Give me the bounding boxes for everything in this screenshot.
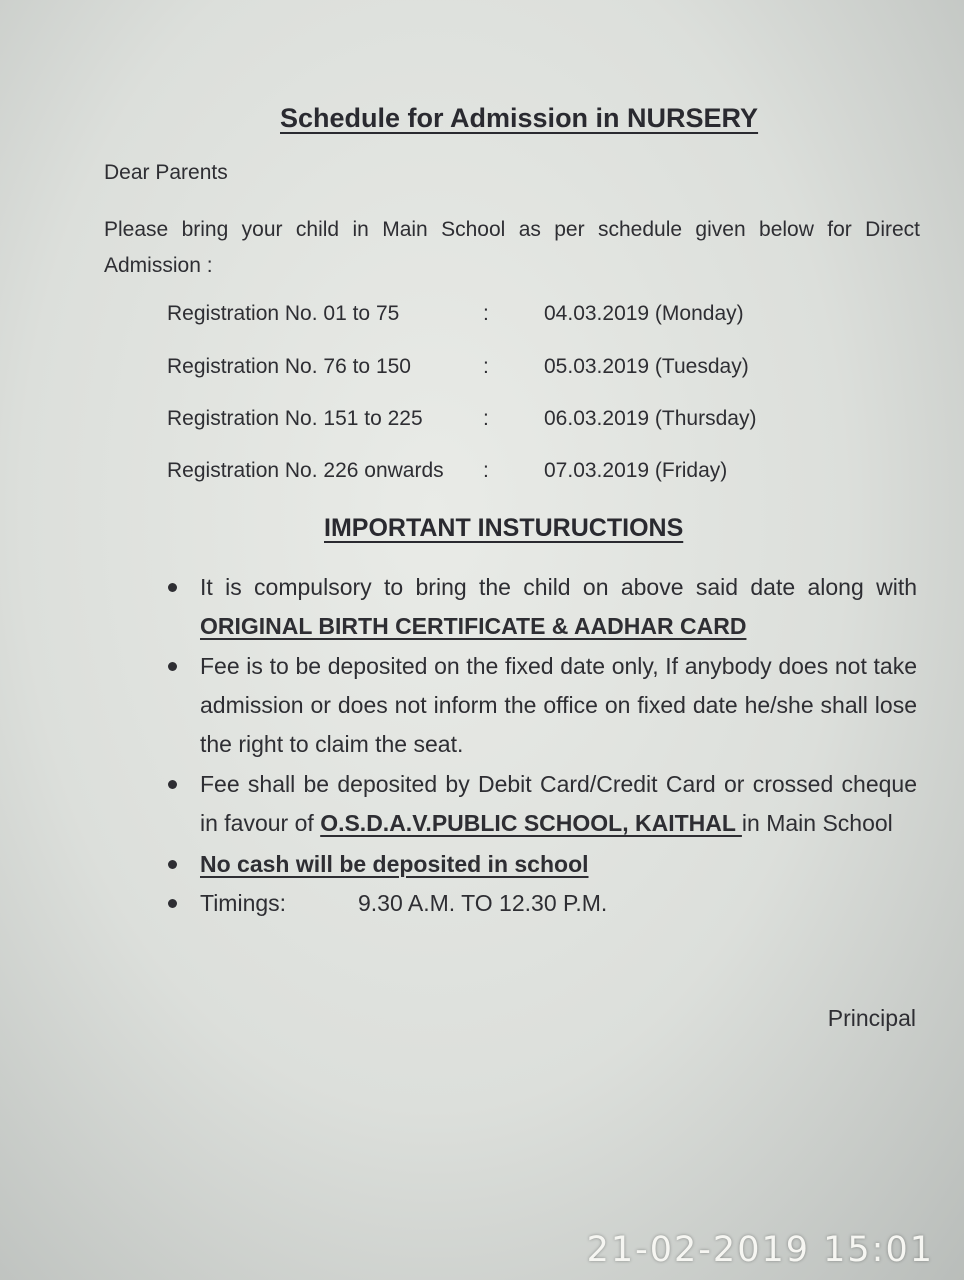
schedule-registration: Registration No. 151 to 225: [167, 407, 423, 430]
schedule-row: [167, 407, 787, 437]
schedule-registration: Registration No. 76 to 150: [167, 355, 411, 378]
instruction-item: [167, 845, 917, 884]
intro-paragraph: Please bring your child in Main School as per schedule given below for Direct Admission :: [104, 218, 920, 277]
bullet-icon: [168, 662, 177, 671]
camera-timestamp: 21-02-2019 15:01: [586, 1230, 934, 1270]
instruction-item: [167, 765, 917, 843]
schedule-row: [167, 355, 787, 385]
instruction-text: It is compulsory to bring the child on above said date along with: [200, 574, 917, 600]
signature-principal: Principal: [827, 1005, 916, 1031]
bullet-icon: [168, 899, 177, 908]
schedule-date: 04.03.2019 (Monday): [544, 302, 744, 325]
schedule-separator: :: [483, 459, 489, 482]
instruction-item: [167, 568, 917, 646]
schedule-separator: :: [483, 355, 489, 378]
instruction-text-tail: in Main School: [741, 810, 893, 836]
schedule-registration: Registration No. 01 to 75: [167, 302, 400, 325]
timings-value: 9.30 A.M. TO 12.30 P.M.: [358, 890, 608, 916]
schedule-date: 05.03.2019 (Tuesday): [544, 355, 749, 378]
instruction-text: Fee is to be deposited on the fixed date only, If anybody does not take admission or does not inform the office on fixed date he/she shall lose the right to claim the seat.: [200, 653, 917, 757]
instructions-heading: IMPORTANT INSTURUCTIONS: [324, 514, 684, 542]
instruction-item-timings: [167, 884, 917, 923]
notice-title: Schedule for Admission in NURSERY: [280, 103, 759, 133]
instruction-item: [167, 647, 917, 764]
schedule-registration: Registration No. 226 onwards: [167, 459, 444, 482]
instruction-emphasis: ORIGINAL BIRTH CERTIFICATE & AADHAR CARD: [200, 613, 747, 639]
schedule-row: [167, 302, 787, 332]
bullet-icon: [168, 860, 177, 869]
salutation: Dear Parents: [104, 161, 228, 184]
instruction-emphasis: No cash will be deposited in school: [200, 851, 589, 877]
schedule-date: 06.03.2019 (Thursday): [544, 407, 757, 430]
bullet-icon: [168, 583, 177, 592]
schedule-row: [167, 459, 787, 489]
schedule-date: 07.03.2019 (Friday): [544, 459, 728, 482]
instruction-text: Fee shall be deposited by Debit Card/Credit Card or crossed cheque in favour of: [200, 771, 917, 836]
school-name: O.S.D.A.V.PUBLIC SCHOOL, KAITHAL: [320, 810, 742, 836]
instructions-list: [167, 568, 917, 923]
timings-label: Timings:: [200, 890, 287, 916]
bullet-icon: [168, 780, 177, 789]
schedule-separator: :: [483, 302, 489, 325]
schedule-separator: :: [483, 407, 489, 430]
